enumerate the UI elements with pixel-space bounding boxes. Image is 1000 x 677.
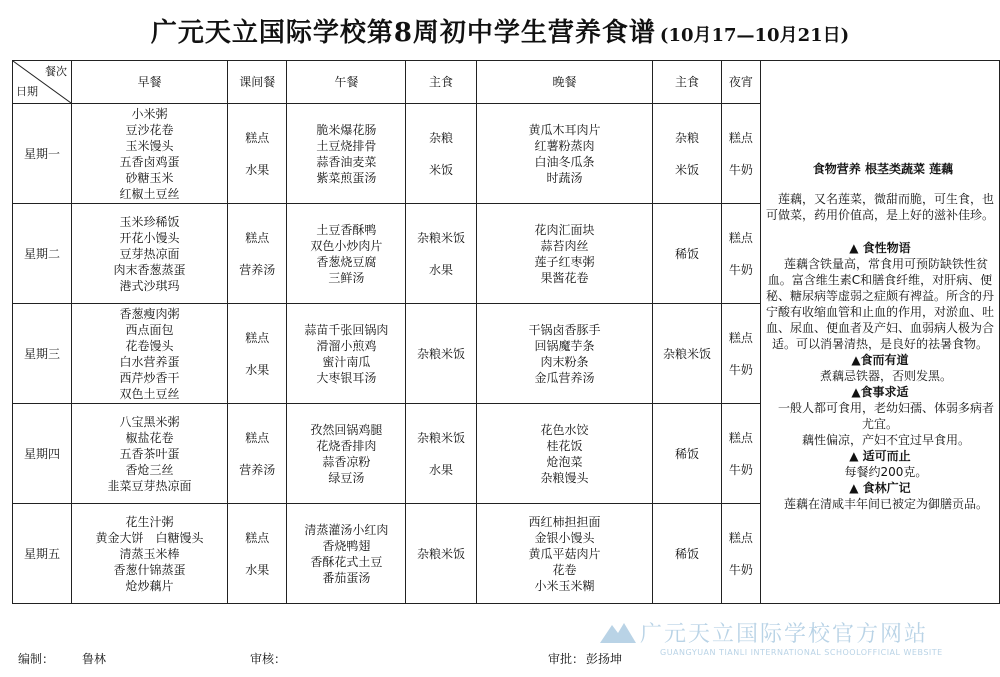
menu-item: 蒜苔肉丝 <box>540 238 589 253</box>
menu-item: 土豆烧排骨 <box>316 138 377 153</box>
menu-item: 杂粮米饭 <box>417 346 466 361</box>
snack-cell <box>227 304 287 404</box>
menu-item: 水果 <box>429 262 454 277</box>
breakfast-cell <box>72 104 228 204</box>
caution-text: 煮藕忌铁器，否则发黑。 <box>819 368 952 383</box>
menu-item: 糕点 <box>245 530 270 545</box>
menu-item: 杂粮米饭 <box>662 346 711 361</box>
menu-item: 脆米爆花肠 <box>316 122 377 137</box>
menu-item: 黄瓜木耳肉片 <box>528 122 601 137</box>
menu-item: 黄金大饼 白糖馒头 <box>95 530 204 545</box>
lunch-cell <box>287 404 406 504</box>
menu-title: 广元天立国际学校第8周初中学生营养食谱 <box>150 18 656 48</box>
night-cell <box>721 404 760 504</box>
header-row <box>13 61 1000 104</box>
dinner-cell <box>476 104 652 204</box>
menu-item: 肉末香葱蒸蛋 <box>113 262 186 277</box>
menu-item: 金瓜营养汤 <box>534 370 595 385</box>
menu-item: 稀饭 <box>674 546 699 561</box>
menu-item: 糕点 <box>728 430 753 445</box>
menu-item: 牛奶 <box>728 362 753 377</box>
menu-item: 杂粮 <box>429 130 454 145</box>
menu-item: 白水营养蛋 <box>119 354 180 369</box>
approver-name: 彭扬坤 <box>586 652 623 666</box>
menu-item: 水果 <box>245 562 270 577</box>
menu-table <box>12 60 1000 604</box>
menu-item: 三鲜汤 <box>328 270 365 285</box>
night-cell <box>721 504 760 604</box>
snack-cell <box>227 104 287 204</box>
menu-item: 花卷 <box>552 562 577 577</box>
lunch-cell <box>287 304 406 404</box>
menu-item: 韭菜豆芽热凉面 <box>107 478 192 493</box>
who-text-2: 藕性偏凉，产妇不宜过早食用。 <box>801 432 970 447</box>
menu-item: 红椒土豆丝 <box>119 186 180 201</box>
who-title: ▲食事求适 <box>851 384 909 399</box>
menu-item: 米饭 <box>429 162 454 177</box>
menu-item: 双色小炒肉片 <box>310 238 383 253</box>
menu-item: 港式沙琪玛 <box>119 278 180 293</box>
menu-item: 牛奶 <box>728 162 753 177</box>
nutrition-info-panel <box>760 61 999 604</box>
menu-item: 白油冬瓜条 <box>534 154 595 169</box>
dinner-staple-cell <box>653 404 722 504</box>
menu-item: 炝泡菜 <box>546 454 583 469</box>
dinner-cell <box>476 204 652 304</box>
menu-item: 小米粥 <box>131 106 168 121</box>
header-snack: 课间餐 <box>227 61 287 104</box>
breakfast-cell <box>72 404 228 504</box>
menu-item: 糕点 <box>245 430 270 445</box>
page-title <box>0 12 1000 49</box>
snack-cell <box>227 204 287 304</box>
watermark-text: 广元天立国际学校官方网站 <box>640 622 929 647</box>
day-name: 星期五 <box>13 504 72 604</box>
menu-item: 香酥花式土豆 <box>310 554 383 569</box>
menu-item: 蒜香凉粉 <box>322 454 371 469</box>
menu-item: 花烧香排肉 <box>316 438 377 453</box>
menu-item: 蒜香油麦菜 <box>316 154 377 169</box>
menu-item: 红薯粉蒸肉 <box>534 138 595 153</box>
lunch-cell <box>287 204 406 304</box>
menu-item: 花卷馒头 <box>125 338 174 353</box>
dinner-staple-cell <box>653 104 722 204</box>
menu-item: 果酱花卷 <box>540 270 589 285</box>
menu-item: 稀饭 <box>674 446 699 461</box>
editor-name: 鲁林 <box>82 652 107 666</box>
menu-item: 孜然回锅鸡腿 <box>310 422 383 437</box>
menu-item: 牛奶 <box>728 262 753 277</box>
menu-item: 花色水饺 <box>540 422 589 437</box>
menu-item: 小米玉米糊 <box>534 578 595 593</box>
menu-item: 稀饭 <box>674 246 699 261</box>
night-cell <box>721 204 760 304</box>
menu-item: 豆沙花卷 <box>125 122 174 137</box>
day-name: 星期四 <box>13 404 72 504</box>
menu-item: 金银小馒头 <box>534 530 595 545</box>
menu-item: 清蒸灌汤小红肉 <box>304 522 389 537</box>
lunch-cell <box>287 504 406 604</box>
dinner-cell <box>476 404 652 504</box>
menu-item: 砂糖玉米 <box>125 170 174 185</box>
dinner-staple-cell <box>653 304 722 404</box>
lunch-staple-cell <box>406 504 477 604</box>
menu-item: 黄瓜平菇肉片 <box>528 546 601 561</box>
history-title: ▲ 食林广记 <box>849 480 911 495</box>
menu-item: 香葱瘦肉粥 <box>119 306 180 321</box>
menu-item: 大枣银耳汤 <box>316 370 377 385</box>
menu-item: 干锅卤香豚手 <box>528 322 601 337</box>
approver-label: 审批： <box>548 652 585 666</box>
menu-item: 糕点 <box>728 130 753 145</box>
header-dinner-staple: 主食 <box>653 61 722 104</box>
menu-item: 香烧鸭翅 <box>322 538 371 553</box>
menu-item: 香葱什锦蒸蛋 <box>113 562 186 577</box>
menu-item: 牛奶 <box>728 562 753 577</box>
breakfast-cell <box>72 204 228 304</box>
lunch-staple-cell <box>406 204 477 304</box>
menu-item: 清蒸玉米棒 <box>119 546 180 561</box>
menu-item: 杂粮米饭 <box>417 230 466 245</box>
menu-item: 花肉汇面块 <box>534 222 595 237</box>
menu-item: 杂粮 <box>674 130 699 145</box>
menu-item: 玉米珍稀饭 <box>119 214 180 229</box>
menu-item: 糕点 <box>245 130 270 145</box>
nutrition-heading: 食物营养 根茎类蔬菜 莲藕 <box>812 161 954 176</box>
nutrition-intro: 莲藕，又名莲菜，微甜而脆，可生食，也可做菜，药用价值高，是上好的滋补佳珍。 <box>765 191 994 222</box>
night-cell <box>721 304 760 404</box>
day-name: 星期一 <box>13 104 72 204</box>
menu-item: 牛奶 <box>728 462 753 477</box>
lunch-staple-cell <box>406 304 477 404</box>
dinner-cell <box>476 304 652 404</box>
menu-item: 西红柿担担面 <box>528 514 601 529</box>
reviewer-label: 审核： <box>250 652 287 666</box>
header-dinner: 晚餐 <box>476 61 652 104</box>
snack-cell <box>227 404 287 504</box>
menu-item: 水果 <box>245 162 270 177</box>
menu-item: 杂粮米饭 <box>417 430 466 445</box>
menu-item: 五香茶叶蛋 <box>119 446 180 461</box>
lunch-cell <box>287 104 406 204</box>
menu-item: 营养汤 <box>239 462 276 477</box>
school-logo-icon <box>598 619 638 645</box>
menu-item: 水果 <box>429 462 454 477</box>
corner-meal-label: 餐次 <box>45 65 67 78</box>
editor-label: 编制： <box>18 652 55 666</box>
menu-item: 玉米馒头 <box>125 138 174 153</box>
day-name: 星期二 <box>13 204 72 304</box>
menu-item: 糕点 <box>245 230 270 245</box>
who-text-1: 一般人都可食用，老幼妇孺、体弱多病者尤宜。 <box>777 400 994 431</box>
corner-header <box>13 61 72 104</box>
corner-date-label: 日期 <box>16 85 38 98</box>
menu-item: 香葱烧豆腐 <box>316 254 377 269</box>
menu-item: 蜜汁南瓜 <box>322 354 371 369</box>
menu-date-range: (10月17—10月21日) <box>659 25 850 46</box>
menu-item: 香炝三丝 <box>125 462 174 477</box>
menu-item: 五香卤鸡蛋 <box>119 154 180 169</box>
amount-text: 每餐约200克。 <box>844 464 928 479</box>
header-lunch-staple: 主食 <box>406 61 477 104</box>
menu-item: 豆芽热凉面 <box>119 246 180 261</box>
menu-item: 杂粮米饭 <box>417 546 466 561</box>
menu-item: 八宝黑米粥 <box>119 414 180 429</box>
story-title: ▲ 食性物语 <box>849 240 911 255</box>
header-night: 夜宵 <box>721 61 760 104</box>
menu-item: 椒盐花卷 <box>125 430 174 445</box>
dinner-staple-cell <box>653 504 722 604</box>
menu-item: 肉末粉条 <box>540 354 589 369</box>
menu-item: 滑溜小煎鸡 <box>316 338 377 353</box>
history-text: 莲藕在清咸丰年间已被定为御膳贡品。 <box>783 496 988 511</box>
day-name: 星期三 <box>13 304 72 404</box>
dinner-cell <box>476 504 652 604</box>
header-lunch: 午餐 <box>287 61 406 104</box>
menu-item: 土豆香酥鸭 <box>316 222 377 237</box>
menu-item: 双色土豆丝 <box>119 386 180 401</box>
website-watermark <box>596 617 996 665</box>
menu-item: 杂粮馒头 <box>540 470 589 485</box>
breakfast-cell <box>72 304 228 404</box>
menu-item: 糕点 <box>728 230 753 245</box>
menu-item: 营养汤 <box>239 262 276 277</box>
breakfast-cell <box>72 504 228 604</box>
menu-item: 米饭 <box>674 162 699 177</box>
menu-item: 桂花饭 <box>546 438 583 453</box>
menu-item: 时蔬汤 <box>546 170 583 185</box>
menu-item: 蒜苗千张回锅肉 <box>304 322 389 337</box>
lunch-staple-cell <box>406 404 477 504</box>
lunch-staple-cell <box>406 104 477 204</box>
snack-cell <box>227 504 287 604</box>
menu-item: 番茄蛋汤 <box>322 570 371 585</box>
menu-item: 糕点 <box>245 330 270 345</box>
watermark-subtext: GUANGYUAN TIANLI INTERNATIONAL SCHOOLOFFICIAL WEBSITE <box>660 648 943 657</box>
amount-title: ▲ 适可而止 <box>849 448 911 463</box>
menu-item: 花生汁粥 <box>125 514 174 529</box>
menu-item: 莲子红枣粥 <box>534 254 595 269</box>
menu-item: 开花小馒头 <box>119 230 180 245</box>
menu-item: 回锅魔芋条 <box>534 338 595 353</box>
menu-item: 紫菜煎蛋汤 <box>316 170 377 185</box>
menu-item: 西点面包 <box>125 322 174 337</box>
menu-item: 糕点 <box>728 530 753 545</box>
menu-item: 绿豆汤 <box>328 470 365 485</box>
caution-title: ▲食而有道 <box>851 352 909 367</box>
menu-item: 水果 <box>245 362 270 377</box>
story-text: 莲藕含铁量高，常食用可预防缺铁性贫血。富含维生素C和膳食纤维，对肝病、便秘、糖尿病等虚弱之症颇有裨益。所含的丹宁酸有收缩血管和止血的作用，对淤血、吐血、尿血、便血者及产妇、血弱病人极为合适。可以消暑清热，是良好的祛暑食物。 <box>765 256 994 351</box>
night-cell <box>721 104 760 204</box>
menu-item: 西芹炒香干 <box>119 370 180 385</box>
header-breakfast: 早餐 <box>72 61 228 104</box>
menu-item: 炝炒藕片 <box>125 578 174 593</box>
dinner-staple-cell <box>653 204 722 304</box>
menu-item: 糕点 <box>728 330 753 345</box>
